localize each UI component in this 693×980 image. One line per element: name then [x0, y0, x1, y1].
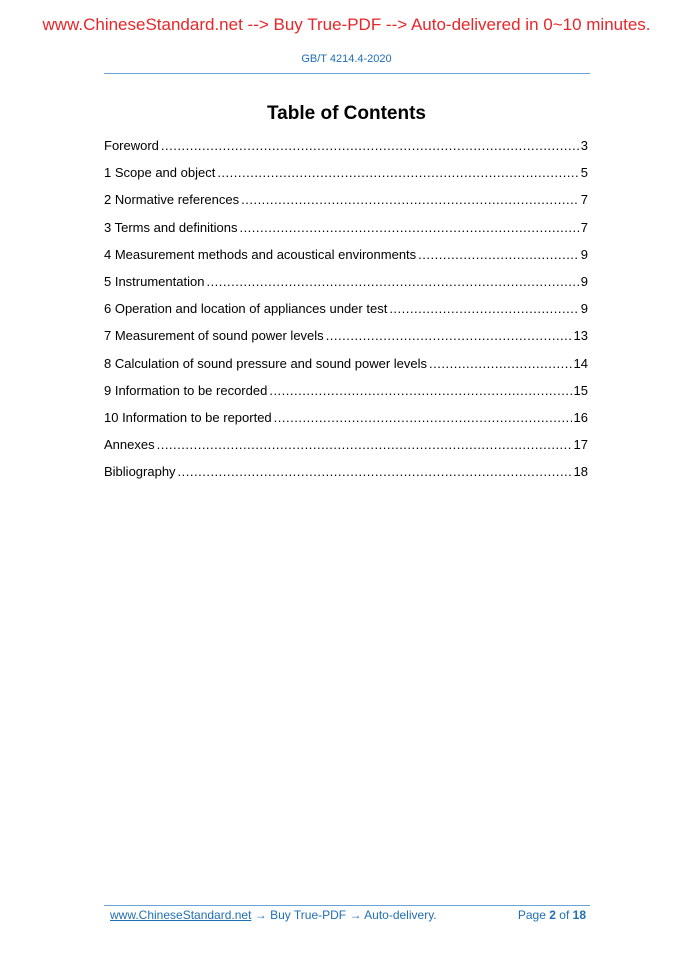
total-pages-number: 18	[572, 908, 586, 922]
right-arrow-icon: →	[254, 908, 267, 922]
toc-entry-page: 16	[573, 409, 588, 425]
table-of-contents	[104, 137, 588, 490]
toc-entry-label: 9 Information to be recorded	[104, 382, 268, 398]
toc-entry-label: 3 Terms and definitions	[104, 219, 238, 235]
toc-entry-page: 17	[573, 437, 588, 453]
toc-entry-page: 15	[573, 382, 588, 398]
toc-dot-leader	[274, 409, 572, 426]
toc-dot-leader	[429, 355, 571, 372]
toc-dot-leader	[161, 137, 579, 154]
toc-dot-leader	[217, 164, 578, 181]
toc-entry-label: 2 Normative references	[104, 192, 240, 208]
toc-entry[interactable]	[104, 355, 588, 382]
toc-entry-page: 5	[580, 165, 588, 181]
page-label: Page	[517, 908, 546, 922]
toc-entry[interactable]	[104, 300, 588, 327]
toc-entry-label: Foreword	[104, 138, 159, 153]
toc-title: Table of Contents	[266, 103, 427, 124]
toc-entry[interactable]	[104, 273, 588, 300]
toc-entry-label: 6 Operation and location of appliances under test	[104, 301, 388, 317]
toc-entry-label: 5 Instrumentation	[104, 273, 205, 289]
page-indicator	[518, 908, 586, 923]
toc-entry-label: Annexes	[104, 437, 155, 453]
toc-dot-leader	[269, 382, 571, 399]
toc-entry-page: 13	[573, 328, 588, 344]
toc-dot-leader	[178, 463, 572, 480]
toc-entry-label: 1 Scope and object	[104, 165, 216, 181]
toc-entry-label: Bibliography	[104, 464, 176, 480]
toc-entry-label: 7 Measurement of sound power levels	[104, 328, 324, 344]
toc-entry-label: 10 Information to be reported	[104, 409, 272, 425]
footer-divider	[104, 905, 590, 906]
toc-entry[interactable]	[104, 246, 588, 273]
toc-entry[interactable]	[104, 327, 588, 354]
toc-entry-label: 8 Calculation of sound pressure and sound power levels	[104, 355, 428, 371]
toc-entry-page: 3	[580, 138, 588, 153]
header-divider	[104, 73, 590, 74]
toc-dot-leader	[239, 219, 578, 236]
right-arrow-icon: →	[349, 908, 362, 922]
toc-entry-page: 9	[580, 273, 588, 289]
footer-left	[110, 908, 437, 922]
toc-entry[interactable]	[104, 436, 588, 463]
buy-text: Buy True-PDF	[270, 908, 347, 922]
site-link[interactable]: www.ChineseStandard.net	[110, 908, 252, 922]
toc-entry-page: 14	[573, 355, 588, 371]
toc-dot-leader	[418, 246, 579, 263]
toc-entry-page: 7	[580, 219, 588, 235]
toc-entry[interactable]	[104, 219, 588, 246]
current-page-number: 2	[549, 908, 556, 922]
toc-dot-leader	[241, 191, 579, 208]
toc-entry[interactable]	[104, 409, 588, 436]
delivery-text: Auto-delivery.	[364, 908, 437, 922]
toc-entry[interactable]	[104, 463, 588, 490]
toc-dot-leader	[157, 436, 572, 453]
promo-banner[interactable]: www.ChineseStandard.net --> Buy True-PDF --> Auto-delivered in 0~10 minutes.	[42, 15, 651, 34]
toc-dot-leader	[389, 300, 578, 317]
toc-entry-page: 9	[580, 246, 588, 262]
toc-entry-page: 18	[573, 464, 588, 480]
toc-entry[interactable]	[104, 191, 588, 218]
page-footer	[110, 908, 586, 923]
toc-entry[interactable]	[104, 382, 588, 409]
toc-dot-leader	[326, 327, 572, 344]
toc-entry-page: 7	[580, 192, 588, 208]
of-label: of	[559, 908, 570, 922]
toc-entry-page: 9	[580, 301, 588, 317]
standard-code: GB/T 4214.4-2020	[301, 53, 392, 65]
toc-entry-label: 4 Measurement methods and acoustical environments	[104, 246, 417, 262]
toc-entry[interactable]	[104, 164, 588, 191]
toc-dot-leader	[206, 273, 578, 290]
toc-entry[interactable]	[104, 137, 588, 164]
